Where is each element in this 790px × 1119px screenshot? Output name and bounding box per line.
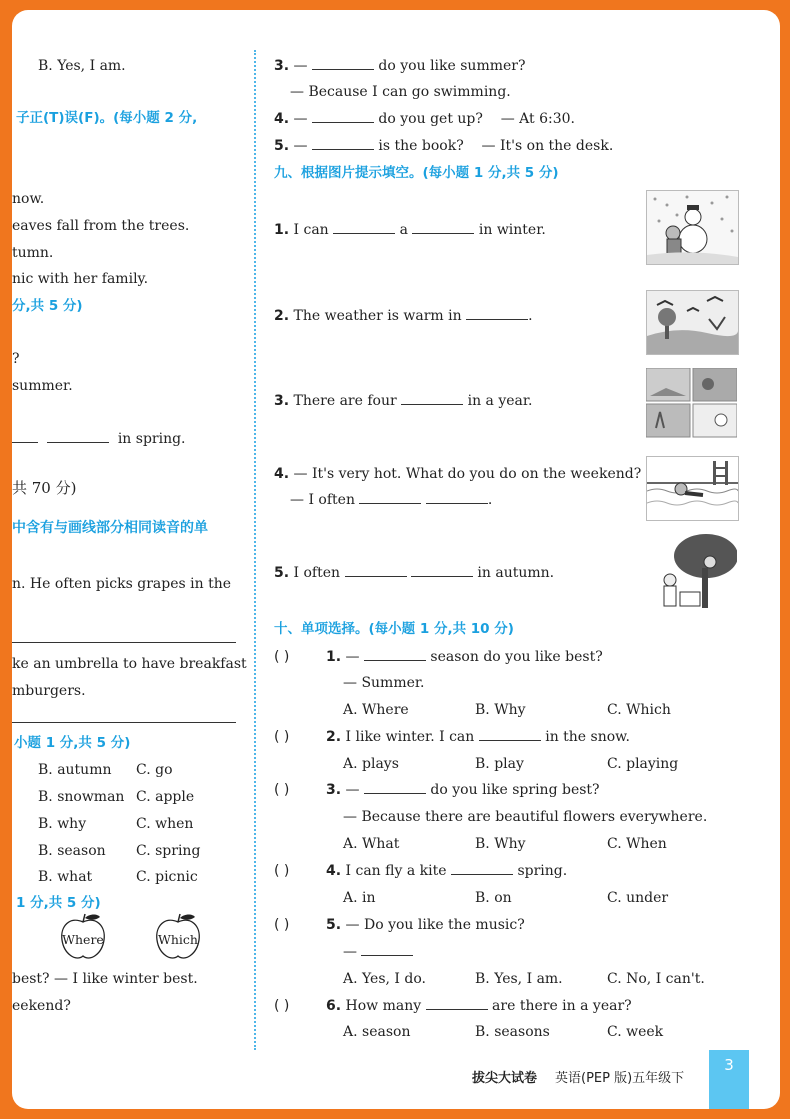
answer-blank[interactable] xyxy=(312,57,374,70)
picture-question-2 xyxy=(274,307,533,325)
dash: — xyxy=(293,111,308,127)
option-c[interactable]: C. picnic xyxy=(136,869,198,885)
question-text: in a year. xyxy=(467,393,533,409)
column-divider xyxy=(254,50,256,1050)
mc-question-5 xyxy=(326,916,525,934)
option-b[interactable]: B. seasons xyxy=(475,1024,550,1040)
left-line: best? — I like winter best. xyxy=(12,971,198,987)
question-text: I can xyxy=(293,222,329,238)
question-number: 5. xyxy=(326,917,342,933)
apple-word-card[interactable] xyxy=(58,912,108,958)
footer-brand: 拔尖大试卷 xyxy=(472,1071,538,1086)
picture-question-4 xyxy=(274,465,641,483)
option-b[interactable]: B. on xyxy=(475,890,512,906)
swimming-illustration-icon xyxy=(647,457,738,520)
answer-blank[interactable] xyxy=(426,997,488,1010)
option-c[interactable]: C. when xyxy=(136,816,194,832)
left-line: B. Yes, I am. xyxy=(38,58,126,74)
option-c[interactable]: C. When xyxy=(607,836,667,852)
swimming-picture xyxy=(646,456,739,521)
mc-question-1 xyxy=(326,648,603,666)
answer-parentheses[interactable]: ( ) xyxy=(274,998,290,1014)
option-c[interactable]: C. No, I can't. xyxy=(607,971,705,987)
question-number: 1. xyxy=(326,649,342,665)
spring-picture xyxy=(646,290,739,355)
question-number: 5. xyxy=(274,138,290,154)
option-c[interactable]: C. Which xyxy=(607,702,671,718)
mc-subline: — Because there are beautiful flowers everywhere. xyxy=(343,809,708,825)
question-text: — Do you like the music? xyxy=(345,917,525,933)
apple-word: Where xyxy=(62,932,104,947)
left-section-heading: 小题 1 分,共 5 分) xyxy=(14,735,131,751)
answer-blank[interactable] xyxy=(345,564,407,577)
answer-blank[interactable] xyxy=(361,943,413,956)
left-line: eekend? xyxy=(12,998,71,1014)
answer-blank[interactable] xyxy=(479,728,541,741)
question-text: I like winter. I can xyxy=(345,729,475,745)
question-number: 2. xyxy=(274,308,290,324)
answer-line[interactable] xyxy=(12,722,236,723)
option-c[interactable]: C. apple xyxy=(136,789,195,805)
picture-question-4-answer xyxy=(290,491,492,509)
option-a[interactable]: A. plays xyxy=(343,756,399,772)
option-a[interactable]: A. Where xyxy=(343,702,409,718)
answer-parentheses[interactable]: ( ) xyxy=(274,863,290,879)
question-number: 4. xyxy=(274,466,290,482)
option-a[interactable]: A. season xyxy=(343,1024,411,1040)
question-number: 3. xyxy=(274,58,290,74)
footer-subject: 英语(PEP 版)五年级下 xyxy=(555,1071,685,1086)
left-line: ke an umbrella to have breakfast xyxy=(12,656,247,672)
question-text: in winter. xyxy=(478,222,546,238)
question-text: . xyxy=(487,492,493,508)
option-b[interactable]: B. play xyxy=(475,756,524,772)
question-text: How many xyxy=(345,998,422,1014)
question-text: do you get up? xyxy=(378,111,483,127)
picture-question-1 xyxy=(274,221,546,239)
left-section-heading-large: 共 70 分) xyxy=(12,479,77,497)
left-section-heading: 1 分,共 5 分) xyxy=(16,895,101,911)
question-number: 4. xyxy=(274,111,290,127)
answer-line-text: — Because I can go swimming. xyxy=(290,84,511,100)
question-number: 5. xyxy=(274,565,290,581)
option-b[interactable]: B. why xyxy=(38,816,87,832)
left-line: eaves fall from the trees. xyxy=(12,218,190,234)
question-text: in the snow. xyxy=(545,729,630,745)
answer-blank[interactable] xyxy=(333,221,395,234)
snowman-illustration-icon xyxy=(647,191,738,264)
apple-word-card[interactable] xyxy=(153,912,203,958)
left-line xyxy=(12,430,186,448)
mc-subline: — Summer. xyxy=(343,675,425,691)
option-b[interactable]: B. snowman xyxy=(38,789,125,805)
question-text: a xyxy=(399,222,408,238)
snowman-picture xyxy=(646,190,739,265)
question-text: — I often xyxy=(290,492,355,508)
section-10-heading: 十、单项选择。(每小题 1 分,共 10 分) xyxy=(274,621,514,637)
option-c[interactable]: C. under xyxy=(607,890,669,906)
four-seasons-illustration-icon xyxy=(646,368,737,438)
mc-subline xyxy=(343,943,413,961)
question-number: 3. xyxy=(274,393,290,409)
answer-text: — At 6:30. xyxy=(500,111,575,127)
option-b[interactable]: B. Yes, I am. xyxy=(475,971,563,987)
question-number: 1. xyxy=(274,222,290,238)
worksheet-page xyxy=(12,10,780,1109)
question-text: in autumn. xyxy=(477,565,555,581)
question-text: — xyxy=(345,782,360,798)
answer-parentheses[interactable]: ( ) xyxy=(274,729,290,745)
picking-fruit-illustration-icon xyxy=(658,532,737,608)
left-section-heading: 子正(T)误(F)。(每小题 2 分, xyxy=(16,110,198,126)
question-number: 3. xyxy=(326,782,342,798)
answer-blank[interactable] xyxy=(312,137,374,150)
answer-blank[interactable] xyxy=(451,862,513,875)
mc-question-6 xyxy=(326,997,632,1015)
option-a[interactable]: A. in xyxy=(343,890,376,906)
question-text: season do you like best? xyxy=(430,649,603,665)
option-b[interactable]: B. Why xyxy=(475,702,526,718)
left-section-heading: 中含有与画线部分相同读音的单 xyxy=(12,520,208,536)
picking-fruit-picture xyxy=(658,532,737,608)
answer-line[interactable] xyxy=(12,642,236,643)
dash: — xyxy=(343,944,357,960)
mc-question-4 xyxy=(326,862,567,880)
question-text: . xyxy=(528,308,533,324)
option-c[interactable]: C. playing xyxy=(607,756,679,772)
left-line: now. xyxy=(12,191,45,207)
answer-blank[interactable] xyxy=(364,781,426,794)
apple-word: Which xyxy=(158,932,198,947)
question-text: I can fly a kite xyxy=(345,863,447,879)
answer-blank[interactable] xyxy=(466,307,528,320)
answer-parentheses[interactable]: ( ) xyxy=(274,917,290,933)
question-text: The weather is warm in xyxy=(293,308,462,324)
question-number: 6. xyxy=(326,998,342,1014)
question-5 xyxy=(274,137,613,155)
mc-question-3 xyxy=(326,781,600,799)
option-b[interactable]: B. autumn xyxy=(38,762,112,778)
answer-parentheses[interactable]: ( ) xyxy=(274,649,290,665)
question-text: There are four xyxy=(293,393,397,409)
left-line: nic with her family. xyxy=(12,271,149,287)
dash: — xyxy=(293,58,308,74)
answer-blank[interactable] xyxy=(412,221,474,234)
answer-blank[interactable] xyxy=(426,491,488,504)
answer-text: — It's on the desk. xyxy=(481,138,614,154)
option-a[interactable]: A. Yes, I do. xyxy=(343,971,426,987)
mc-question-2 xyxy=(326,728,630,746)
left-line: summer. xyxy=(12,378,73,394)
left-line-text: in spring. xyxy=(117,431,186,447)
question-text: spring. xyxy=(517,863,568,879)
option-c[interactable]: C. week xyxy=(607,1024,664,1040)
option-a[interactable]: A. What xyxy=(343,836,400,852)
spring-illustration-icon xyxy=(647,291,738,354)
question-number: 4. xyxy=(326,863,342,879)
option-b[interactable]: B. season xyxy=(38,843,106,859)
section-9-heading: 九、根据图片提示填空。(每小题 1 分,共 5 分) xyxy=(274,165,559,181)
answer-blank[interactable] xyxy=(364,648,426,661)
option-c[interactable]: C. spring xyxy=(136,843,201,859)
question-4 xyxy=(274,110,575,128)
question-text: do you like summer? xyxy=(378,58,526,74)
answer-parentheses[interactable]: ( ) xyxy=(274,782,290,798)
question-text: — It's very hot. What do you do on the weekend? xyxy=(293,466,642,482)
option-b[interactable]: B. Why xyxy=(475,836,526,852)
question-text: — xyxy=(345,649,360,665)
option-b[interactable]: B. what xyxy=(38,869,93,885)
left-line: n. He often picks grapes in the xyxy=(12,576,232,592)
left-line: tumn. xyxy=(12,245,54,261)
left-line: ? xyxy=(12,351,20,367)
answer-blank[interactable] xyxy=(312,110,374,123)
answer-blank[interactable] xyxy=(401,392,463,405)
question-text: I often xyxy=(293,565,341,581)
answer-blank[interactable] xyxy=(411,564,473,577)
picture-question-5 xyxy=(274,564,554,582)
page-number: 3 xyxy=(709,1050,749,1109)
question-number: 2. xyxy=(326,729,342,745)
option-c[interactable]: C. go xyxy=(136,762,173,778)
four-seasons-picture xyxy=(646,368,737,438)
answer-blank[interactable] xyxy=(359,491,421,504)
left-line: mburgers. xyxy=(12,683,86,699)
dash: — xyxy=(293,138,308,154)
question-3 xyxy=(274,57,525,75)
left-section-heading: 分,共 5 分) xyxy=(12,298,83,314)
picture-question-3 xyxy=(274,392,532,410)
question-text: is the book? xyxy=(378,138,464,154)
question-text: do you like spring best? xyxy=(430,782,600,798)
question-text: are there in a year? xyxy=(492,998,632,1014)
